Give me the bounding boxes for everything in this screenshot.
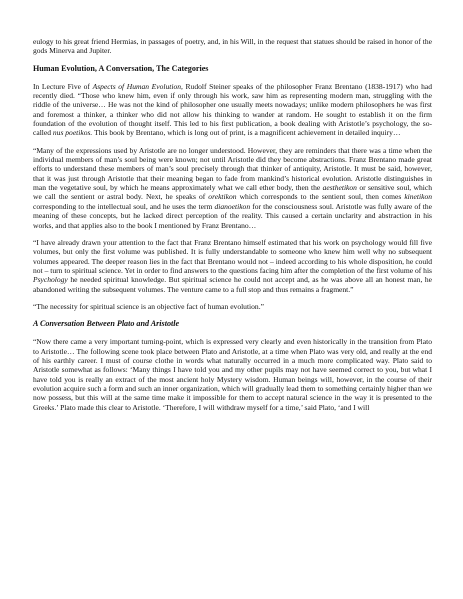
term-nus-poetikos: nus poetikos. bbox=[52, 128, 93, 138]
paragraph-6: “Now there came a very important turning-point, which is expressed very clearly and even historically in the transition from Plato to Aristotle… The following scene took place between Plato and Aristotle, at a time when Plato was very old, and really at the end of his earthly career. I must of course clothe in words what naturally occurred in a much more complicated way. Plato said to Aristotle somewhat as follows: ‘Many things I have told you and my other pupils may not have seemed correct to you, but what I have told you is really an extract of the most ancient holy Mystery wisdom. Human beings will, however, in the course of their evolution acquire such a form and such an inner organization, which will gradually lead them to something certainly higher than we now possess, but this will at the same time make it impossible for them to accept natural science in the way it is presented to the Greeks.’ Plato made this clear to Aristotle. ‘Therefore, I will withdraw myself for a time,’ said Plato, ‘and I will bbox=[33, 337, 432, 412]
paragraph-3 bbox=[33, 146, 432, 230]
book-title-aspects: Aspects of Human Evolution, bbox=[92, 81, 183, 91]
paragraph-4 bbox=[33, 238, 432, 294]
text-span: he needed spiritual knowledge. But spiritual science he could not accept and, as he was above all an honest man, he abandoned writing the subsequent volumes. The venture came to a full stop and thus remains a fragment.” bbox=[33, 275, 432, 294]
text-span: for the consciousness soul. Aristotle was fully aware of the meaning of these concepts, but he lacked direct perception of the reality. This caused a certain unclarity and abstraction in his works, and that applies also to the book I mentioned by Franz Brentano… bbox=[33, 201, 432, 230]
text-span: “I have already drawn your attention to the fact that Franz Brentano himself estimated that his work on psychology would fill five volumes, but only the first volume was published. It is fully understandable to someone who knew him well why no subsequent volumes appeared. The deeper reason lies in the fact that Brentano would not – indeed according to his whole disposition, he could not – turn to spiritual science. Yet in order to find answers to the questions facing him after the completion of the first volume of his bbox=[33, 237, 432, 275]
term-aesthetikon: aesthetikon bbox=[322, 183, 357, 193]
text-span: Rudolf Steiner speaks of the philosopher Franz Brentano (1838-1917) who had recently died. “Those who knew him, even if only through his work, saw him as representing modern man, struggling with the riddle of the universe… He was not the kind of philosopher one usually meets nowadays; unlike modern philosophers he was first and foremost a thinker, a thinker who did not allow his thinking to wander at random. He sought to establish it on the firm foundation of the evolution of thought itself. This led to his first publication, a book dealing with Aristotle’s psychology, the so-called bbox=[33, 81, 432, 138]
book-title-psychology: Psychology bbox=[33, 275, 68, 285]
text-span: In Lecture Five of bbox=[33, 81, 93, 91]
text-span: or sensitive soul, which we call the sentient or astral body. Next, he speaks of bbox=[33, 183, 432, 202]
section-heading-plato-aristotle: A Conversation Between Plato and Aristotle bbox=[33, 319, 180, 329]
text-span: This book by Brentano, which is long out of print, is a magnificent achievement in detailed inquiry… bbox=[92, 128, 401, 138]
paragraph-2 bbox=[33, 82, 432, 138]
paragraph-1: eulogy to his great friend Hermias, in passages of poetry, and, in his Will, in the request that statues should be raised in honor of the gods Minerva and Jupiter. bbox=[33, 37, 432, 56]
paragraph-5: “The necessity for spiritual science is an objective fact of human evolution.” bbox=[33, 301, 264, 311]
term-kinetikon: kinetikon bbox=[404, 192, 432, 202]
term-dianoetikon: dianoetikon bbox=[214, 201, 251, 211]
text-span: corresponding to the intellectual soul, and he uses the term bbox=[33, 201, 215, 211]
term-orektikon: orektikon bbox=[208, 192, 237, 202]
text-span: which corresponds to the sentient soul, then comes bbox=[236, 192, 405, 202]
text-span: “Many of the expressions used by Aristotle are no longer understood. However, they are reminders that there was a time when the individual members of man’s soul being were known; not until Aristotle did they become abstractions. Franz Brentano made great efforts to understand these members of man’s soul precisely through that thinker of antiquity, Aristotle. It must be said, however, that it was just through Aristotle that their meaning began to fade from mankind’s historical evolution. Aristotle distinguishes in man the vegetative soul, by which he means approximately what we call ether body, then the bbox=[33, 145, 432, 193]
section-heading-human-evolution: Human Evolution, A Conversation, The Categories bbox=[33, 63, 209, 73]
text-column bbox=[33, 37, 432, 420]
